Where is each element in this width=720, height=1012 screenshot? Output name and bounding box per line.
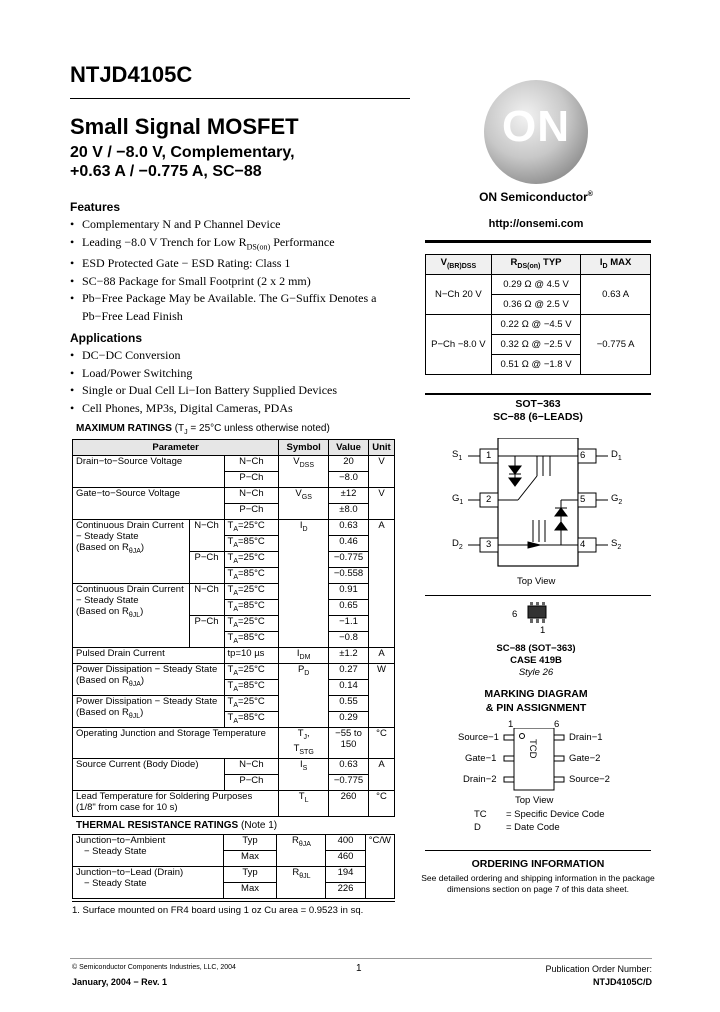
col-symbol: Symbol — [279, 440, 329, 456]
cell: A — [368, 520, 394, 648]
pin-assign-left: Drain−2 — [463, 774, 497, 785]
cell: 0.29 — [329, 712, 369, 728]
cell: −0.775 A — [581, 315, 651, 375]
rev-date: January, 2004 − Rev. 1 — [72, 977, 167, 987]
table-row — [73, 456, 395, 472]
cell: 194 — [326, 867, 365, 883]
divider — [70, 98, 410, 99]
publication-label: Publication Order Number: — [545, 964, 652, 974]
pin-g1 — [468, 493, 498, 507]
cell: 0.27 — [329, 664, 369, 680]
cond-ta25: $T_A=25^\circ C$ — [224, 584, 279, 600]
cell: ±12 — [329, 488, 369, 504]
divider — [72, 901, 395, 902]
max-ratings-heading: MAXIMUM RATINGS ($T_J = 25^\circ C$ unless otherwise noted) — [76, 423, 330, 436]
pin-label-d2: $D_2$ — [452, 538, 463, 551]
package-title: SOT−363 SC−88 (6−LEADS) — [493, 398, 583, 423]
cond-ta85: $T_A=85^\circ C$ — [224, 712, 279, 728]
table-row — [73, 835, 395, 851]
cell: 0.32 Ω @ −2.5 V — [491, 335, 581, 355]
cell: ±1.2 — [329, 648, 369, 664]
pin-assign-right: Gate−2 — [569, 753, 601, 764]
case-info: SC−88 (SOT−363) CASE 419B Style 26 — [496, 643, 576, 678]
p-channel-mosfet — [498, 500, 578, 548]
pin-d2 — [468, 538, 498, 552]
cell: 0.91 — [329, 584, 369, 600]
cell: 0.51 Ω @ −1.8 V — [491, 355, 581, 375]
pinout-schematic — [440, 438, 640, 588]
table-row — [426, 315, 651, 335]
cell: N−Ch — [189, 584, 224, 616]
divider — [425, 850, 651, 851]
cell: P−Ch −8.0 V — [426, 315, 492, 375]
cell: 0.22 Ω @ −4.5 V — [491, 315, 581, 335]
pin-label-d1: $D_1$ — [611, 449, 622, 462]
symbol-tl: $T_L$ — [279, 790, 329, 816]
row-label: Continuous Drain Current − Steady State (Based on $R_{\theta JL}$) — [73, 584, 190, 648]
row-label: Lead Temperature for Soldering Purposes (1/8" from case for 10 s) — [73, 790, 279, 816]
cell: −0.775 — [329, 774, 369, 790]
ordering-text: See detailed ordering and shipping information in the package dimensions section on page 7 of this data sheet. — [421, 873, 655, 894]
row-label: Operating Junction and Storage Temperature — [73, 728, 279, 759]
pin-number: 1 — [508, 719, 514, 730]
pin-number: 6 — [512, 609, 518, 620]
list-item: • Single or Dual Cell Li−Ion Battery Supplied Devices — [70, 382, 400, 400]
cell: N−Ch — [224, 456, 279, 472]
thermal-table — [72, 834, 395, 899]
pin-label-s1: $S_1$ — [452, 449, 463, 462]
legend-key: TC — [474, 809, 487, 820]
cell: 0.14 — [329, 680, 369, 696]
cell: V — [368, 456, 394, 488]
col-value: Value — [329, 440, 369, 456]
table-row — [73, 488, 395, 504]
package-outline — [498, 438, 578, 566]
cell: tp=10 µs — [224, 648, 279, 664]
on-logo — [484, 80, 588, 184]
part-number: NTJD4105C — [70, 62, 193, 87]
cell: −0.558 — [329, 568, 369, 584]
legend-value: = Date Code — [506, 822, 560, 833]
pin-number: 5 — [580, 494, 586, 505]
cond-ta85: $T_A=85^\circ C$ — [224, 536, 279, 552]
pin-assign-right: Drain−1 — [569, 732, 603, 743]
row-label: Drain−to−Source Voltage — [73, 456, 225, 488]
features-list — [70, 216, 400, 325]
footer-divider — [70, 958, 652, 959]
cell: N−Ch 20 V — [426, 275, 492, 315]
divider — [425, 240, 651, 243]
cell: 0.46 — [329, 536, 369, 552]
pin-number: 1 — [540, 625, 546, 636]
cell: 0.63 A — [581, 275, 651, 315]
col-rds: $R_{DS(on)}$ TYP — [491, 255, 581, 275]
cond-ta85: $T_A=85^\circ C$ — [224, 680, 279, 696]
cell: A — [368, 648, 394, 664]
cell: −0.775 — [329, 552, 369, 568]
pin-number: 4 — [580, 539, 586, 550]
legend-value: = Specific Device Code — [506, 809, 605, 820]
cell: −8.0 — [329, 472, 369, 488]
pin-s1 — [468, 449, 498, 463]
row-label: Continuous Drain Current − Steady State (Based on $R_{\theta JA}$) — [73, 520, 190, 584]
cell: 0.29 Ω @ 4.5 V — [491, 275, 581, 295]
table-row — [73, 648, 395, 664]
page-subtitle — [70, 143, 295, 181]
symbol-rja: $R_{\theta JA}$ — [277, 835, 326, 867]
page-title: Small Signal MOSFET — [70, 114, 299, 139]
col-vbr: $V_{(BR)DSS}$ — [426, 255, 492, 275]
cell: P−Ch — [189, 552, 224, 584]
pin-label-g1: $G_1$ — [452, 493, 464, 506]
cell: P−Ch — [224, 472, 279, 488]
cell: −1.1 — [329, 616, 369, 632]
cell: 460 — [326, 851, 365, 867]
cond-ta85: $T_A=85^\circ C$ — [224, 600, 279, 616]
cell: 0.63 — [329, 758, 369, 774]
list-item: • Load/Power Switching — [70, 365, 400, 383]
pin-label-s2: $S_2$ — [611, 538, 622, 551]
row-label: Pulsed Drain Current — [73, 648, 225, 664]
symbol-vdss: $V_{DSS}$ — [279, 456, 329, 488]
list-item: • ESD Protected Gate − ESD Rating: Class 1 — [70, 255, 400, 273]
cell: 226 — [326, 883, 365, 899]
subtitle-line-2: +0.63 A / −0.775 A, SC−88 — [70, 163, 262, 180]
device-code: TCD — [527, 739, 538, 759]
table-row — [73, 867, 395, 883]
cell: V — [368, 488, 394, 520]
max-ratings-table — [72, 439, 395, 817]
symbol-rjl: $R_{\theta JL}$ — [277, 867, 326, 899]
row-label: Power Dissipation − Steady State (Based on $R_{\theta JA}$) — [73, 664, 225, 696]
top-view-label: Top View — [517, 576, 556, 587]
row-label: Junction−to−Ambient − Steady State — [73, 835, 224, 867]
cell: P−Ch — [224, 774, 279, 790]
pin-number: 3 — [486, 539, 492, 550]
features-heading: Features — [70, 200, 121, 214]
table-row — [73, 584, 395, 600]
table-row — [73, 758, 395, 774]
footnote: 1. Surface mounted on FR4 board using 1 oz Cu area = 0.9523 in sq. — [72, 905, 364, 916]
cell: °C/W — [365, 835, 394, 899]
cell: P−Ch — [224, 504, 279, 520]
col-parameter: Parameter — [73, 440, 279, 456]
company-name: ON Semiconductor® — [479, 190, 593, 204]
cell: 0.55 — [329, 696, 369, 712]
table-row — [73, 790, 395, 816]
symbol-vgs: $V_{GS}$ — [279, 488, 329, 520]
cond-ta85: $T_A=85^\circ C$ — [224, 568, 279, 584]
col-id: $I_D$ MAX — [581, 255, 651, 275]
package-photo — [518, 602, 558, 628]
symbol-is: $I_S$ — [279, 758, 329, 790]
table-row — [73, 664, 395, 680]
list-item: • SC−88 Package for Small Footprint (2 x 2 mm) — [70, 273, 400, 291]
pin-assign-left: Gate−1 — [465, 753, 497, 764]
list-item: • DC−DC Conversion — [70, 347, 400, 365]
cell: Max — [223, 851, 277, 867]
cell: Typ — [223, 835, 277, 851]
cell: N−Ch — [189, 520, 224, 552]
cell: 20 — [329, 456, 369, 472]
cell: 0.63 — [329, 520, 369, 536]
copyright: © Semiconductor Components Industries, LLC, 2004 — [72, 964, 236, 971]
symbol-id: $I_D$ — [279, 520, 329, 648]
table-row — [73, 696, 395, 712]
company-url[interactable]: http://onsemi.com — [488, 218, 584, 230]
pin-number: 6 — [580, 450, 586, 461]
list-item: • Cell Phones, MP3s, Digital Cameras, PDAs — [70, 400, 400, 418]
row-label: Gate−to−Source Voltage — [73, 488, 225, 520]
marking-diagram — [500, 728, 572, 792]
row-label: Source Current (Body Diode) — [73, 758, 225, 790]
pin-number: 2 — [486, 494, 492, 505]
n-channel-mosfet — [498, 456, 578, 500]
applications-list — [70, 347, 400, 417]
cell: 400 — [326, 835, 365, 851]
list-item-continued: Pb−Free Lead Finish — [82, 308, 183, 323]
cell: °C — [368, 728, 394, 759]
pin-assign-left: Source−1 — [458, 732, 499, 743]
row-label: Power Dissipation − Steady State (Based on $R_{\theta JL}$) — [73, 696, 225, 728]
cell: 0.65 — [329, 600, 369, 616]
col-unit: Unit — [368, 440, 394, 456]
cell: −55 to 150 — [329, 728, 369, 759]
thermal-heading: THERMAL RESISTANCE RATINGS (Note 1) — [76, 820, 278, 831]
ordering-heading: ORDERING INFORMATION — [471, 858, 605, 870]
pin-assign-right: Source−2 — [569, 774, 610, 785]
cell: N−Ch — [224, 758, 279, 774]
row-label: Junction−to−Lead (Drain) − Steady State — [73, 867, 224, 899]
cell: 0.36 Ω @ 2.5 V — [491, 295, 581, 315]
table-row — [426, 275, 651, 295]
cond-ta25: $T_A=25^\circ C$ — [224, 696, 279, 712]
cell: °C — [368, 790, 394, 816]
cond-ta25: $T_A=25^\circ C$ — [224, 664, 279, 680]
subtitle-line-1: 20 V / −8.0 V, Complementary, — [70, 144, 295, 161]
list-item: • Complementary N and P Channel Device — [70, 216, 400, 234]
cond-ta25: $T_A=25^\circ C$ — [224, 616, 279, 632]
table-header-row — [73, 440, 395, 456]
cell: A — [368, 758, 394, 790]
list-item: • Pb−Free Package May be Available. The G−Suffix Denotes a — [70, 290, 400, 308]
table-row — [73, 728, 395, 759]
spec-table — [425, 254, 651, 375]
table-header-row — [426, 255, 651, 275]
symbol-pd: $P_D$ — [279, 664, 329, 728]
symbol-idm: $I_{DM}$ — [279, 648, 329, 664]
divider — [425, 595, 651, 596]
divider — [425, 393, 651, 395]
logo-text: ON — [502, 102, 570, 151]
pin-label-g2: $G_2$ — [611, 493, 623, 506]
applications-heading: Applications — [70, 331, 143, 345]
cond-ta85: $T_A=85^\circ C$ — [224, 632, 279, 648]
page-number: 1 — [356, 963, 362, 974]
cond-ta25: $T_A=25^\circ C$ — [224, 552, 279, 568]
cell: N−Ch — [224, 488, 279, 504]
cell: P−Ch — [189, 616, 224, 648]
table-row — [73, 520, 395, 536]
cell: 260 — [329, 790, 369, 816]
marking-heading: MARKING DIAGRAM & PIN ASSIGNMENT — [484, 688, 588, 714]
list-item: • Leading −8.0 V Trench for Low $R_{DS(on)}$ Performance — [70, 234, 400, 256]
cell: Max — [223, 883, 277, 899]
top-view-label: Top View — [515, 795, 554, 806]
legend-key: D — [474, 822, 481, 833]
pin-number: 6 — [554, 719, 560, 730]
publication-number: NTJD4105C/D — [592, 977, 652, 987]
pin-number: 1 — [486, 450, 492, 461]
cell: Typ — [223, 867, 277, 883]
cell: ±8.0 — [329, 504, 369, 520]
cell: W — [368, 664, 394, 728]
symbol-tj-tstg: $T_J$, $T_{STG}$ — [279, 728, 329, 759]
cond-ta25: $T_A=25^\circ C$ — [224, 520, 279, 536]
cell: −0.8 — [329, 632, 369, 648]
